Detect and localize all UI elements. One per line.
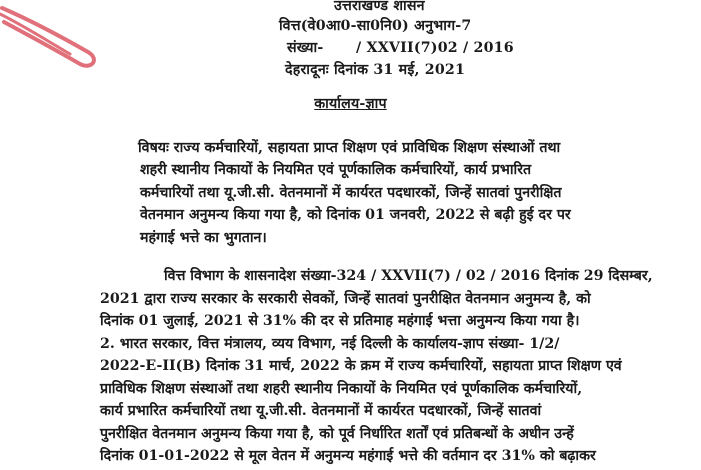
para1-line: दिनांक 01 जुलाई, 2021 से 31% की दर से प्रतिमाह महंगाई भत्ता अनुमन्य किया गया है।: [100, 313, 580, 329]
subject-line: महंगाई भत्ते का भुगतान।: [140, 230, 267, 246]
subject-line: कर्मचारियों तथा यू.जी.सी. वेतनमानों में कार्यरत पदधारकों, जिन्हें सातवां पुनरीक्षित: [140, 185, 562, 201]
para1-line: 2021 द्वारा राज्य सरकार के सरकारी सेवकों, जिन्हें सातवां पुनरीक्षित वेतनमान अनुमन्य है, को: [100, 291, 591, 307]
paper-clip-icon: [0, 0, 120, 70]
order-number-label: संख्या-: [287, 40, 324, 56]
office-memo-heading: कार्यालय-ज्ञाप: [314, 96, 387, 112]
order-number-value: / XXVII(7)02 / 2016: [356, 40, 514, 56]
subject-line: विषयः राज्य कर्मचारियों, सहायता प्राप्त शिक्षण एवं प्राविधिक शिक्षण संस्थाओं तथा: [138, 140, 561, 156]
gov-org-title: उत्तराखण्ड शासन: [334, 0, 425, 14]
para1-line: वित्त विभाग के शासनादेश संख्या-324 / XXVII(7) / 02 / 2016 दिनांक 29 दिसम्बर,: [164, 268, 653, 284]
para2-line: कार्य प्रभारित कर्मचारियों तथा यू.जी.सी. वेतनमानों में कार्यरत पदधारकों, जिन्हें सातवां: [100, 403, 542, 419]
place-date: देहरादूनः दिनांक 31 मई, 2021: [285, 62, 466, 78]
para2-line: 2022-E-II(B) दिनांक 31 मार्च, 2022 के क्रम में राज्य कर्मचारियों, सहायता प्राप्त शिक्षण एवं: [100, 358, 622, 374]
para2-line: पुनरीक्षित वेतनमान अनुमन्य किया गया है, को पूर्व निर्धारित शर्तों एवं प्रतिबन्धों के अधीन उन्हें: [100, 426, 574, 442]
para2-line: दिनांक 01-01-2022 से मूल वेतन में अनुमन्य महंगाई भत्ते की वर्तमान दर 31% को बढ़ाकर: [100, 448, 596, 464]
para2-line: प्राविधिक शिक्षण संस्थाओं तथा शहरी स्थानीय निकायों के नियमित एवं पूर्णकालिक कर्मचारियों,: [100, 381, 583, 397]
subject-line: वेतनमान अनुमन्य किया गया है, को दिनांक 01 जनवरी, 2022 से बढ़ी हुई दर पर: [140, 207, 571, 223]
department-line: वित्त(वे0आ0-सा0नि0) अनुभाग-7: [279, 18, 472, 34]
para2-line: 2. भारत सरकार, वित्त मंत्रालय, व्यय विभाग, नई दिल्ली के कार्यालय-ज्ञाप संख्या- 1/2/: [100, 336, 560, 352]
subject-line: शहरी स्थानीय निकायों के नियमित एवं पूर्णकालिक कर्मचारियों, कार्य प्रभारित: [140, 162, 532, 178]
